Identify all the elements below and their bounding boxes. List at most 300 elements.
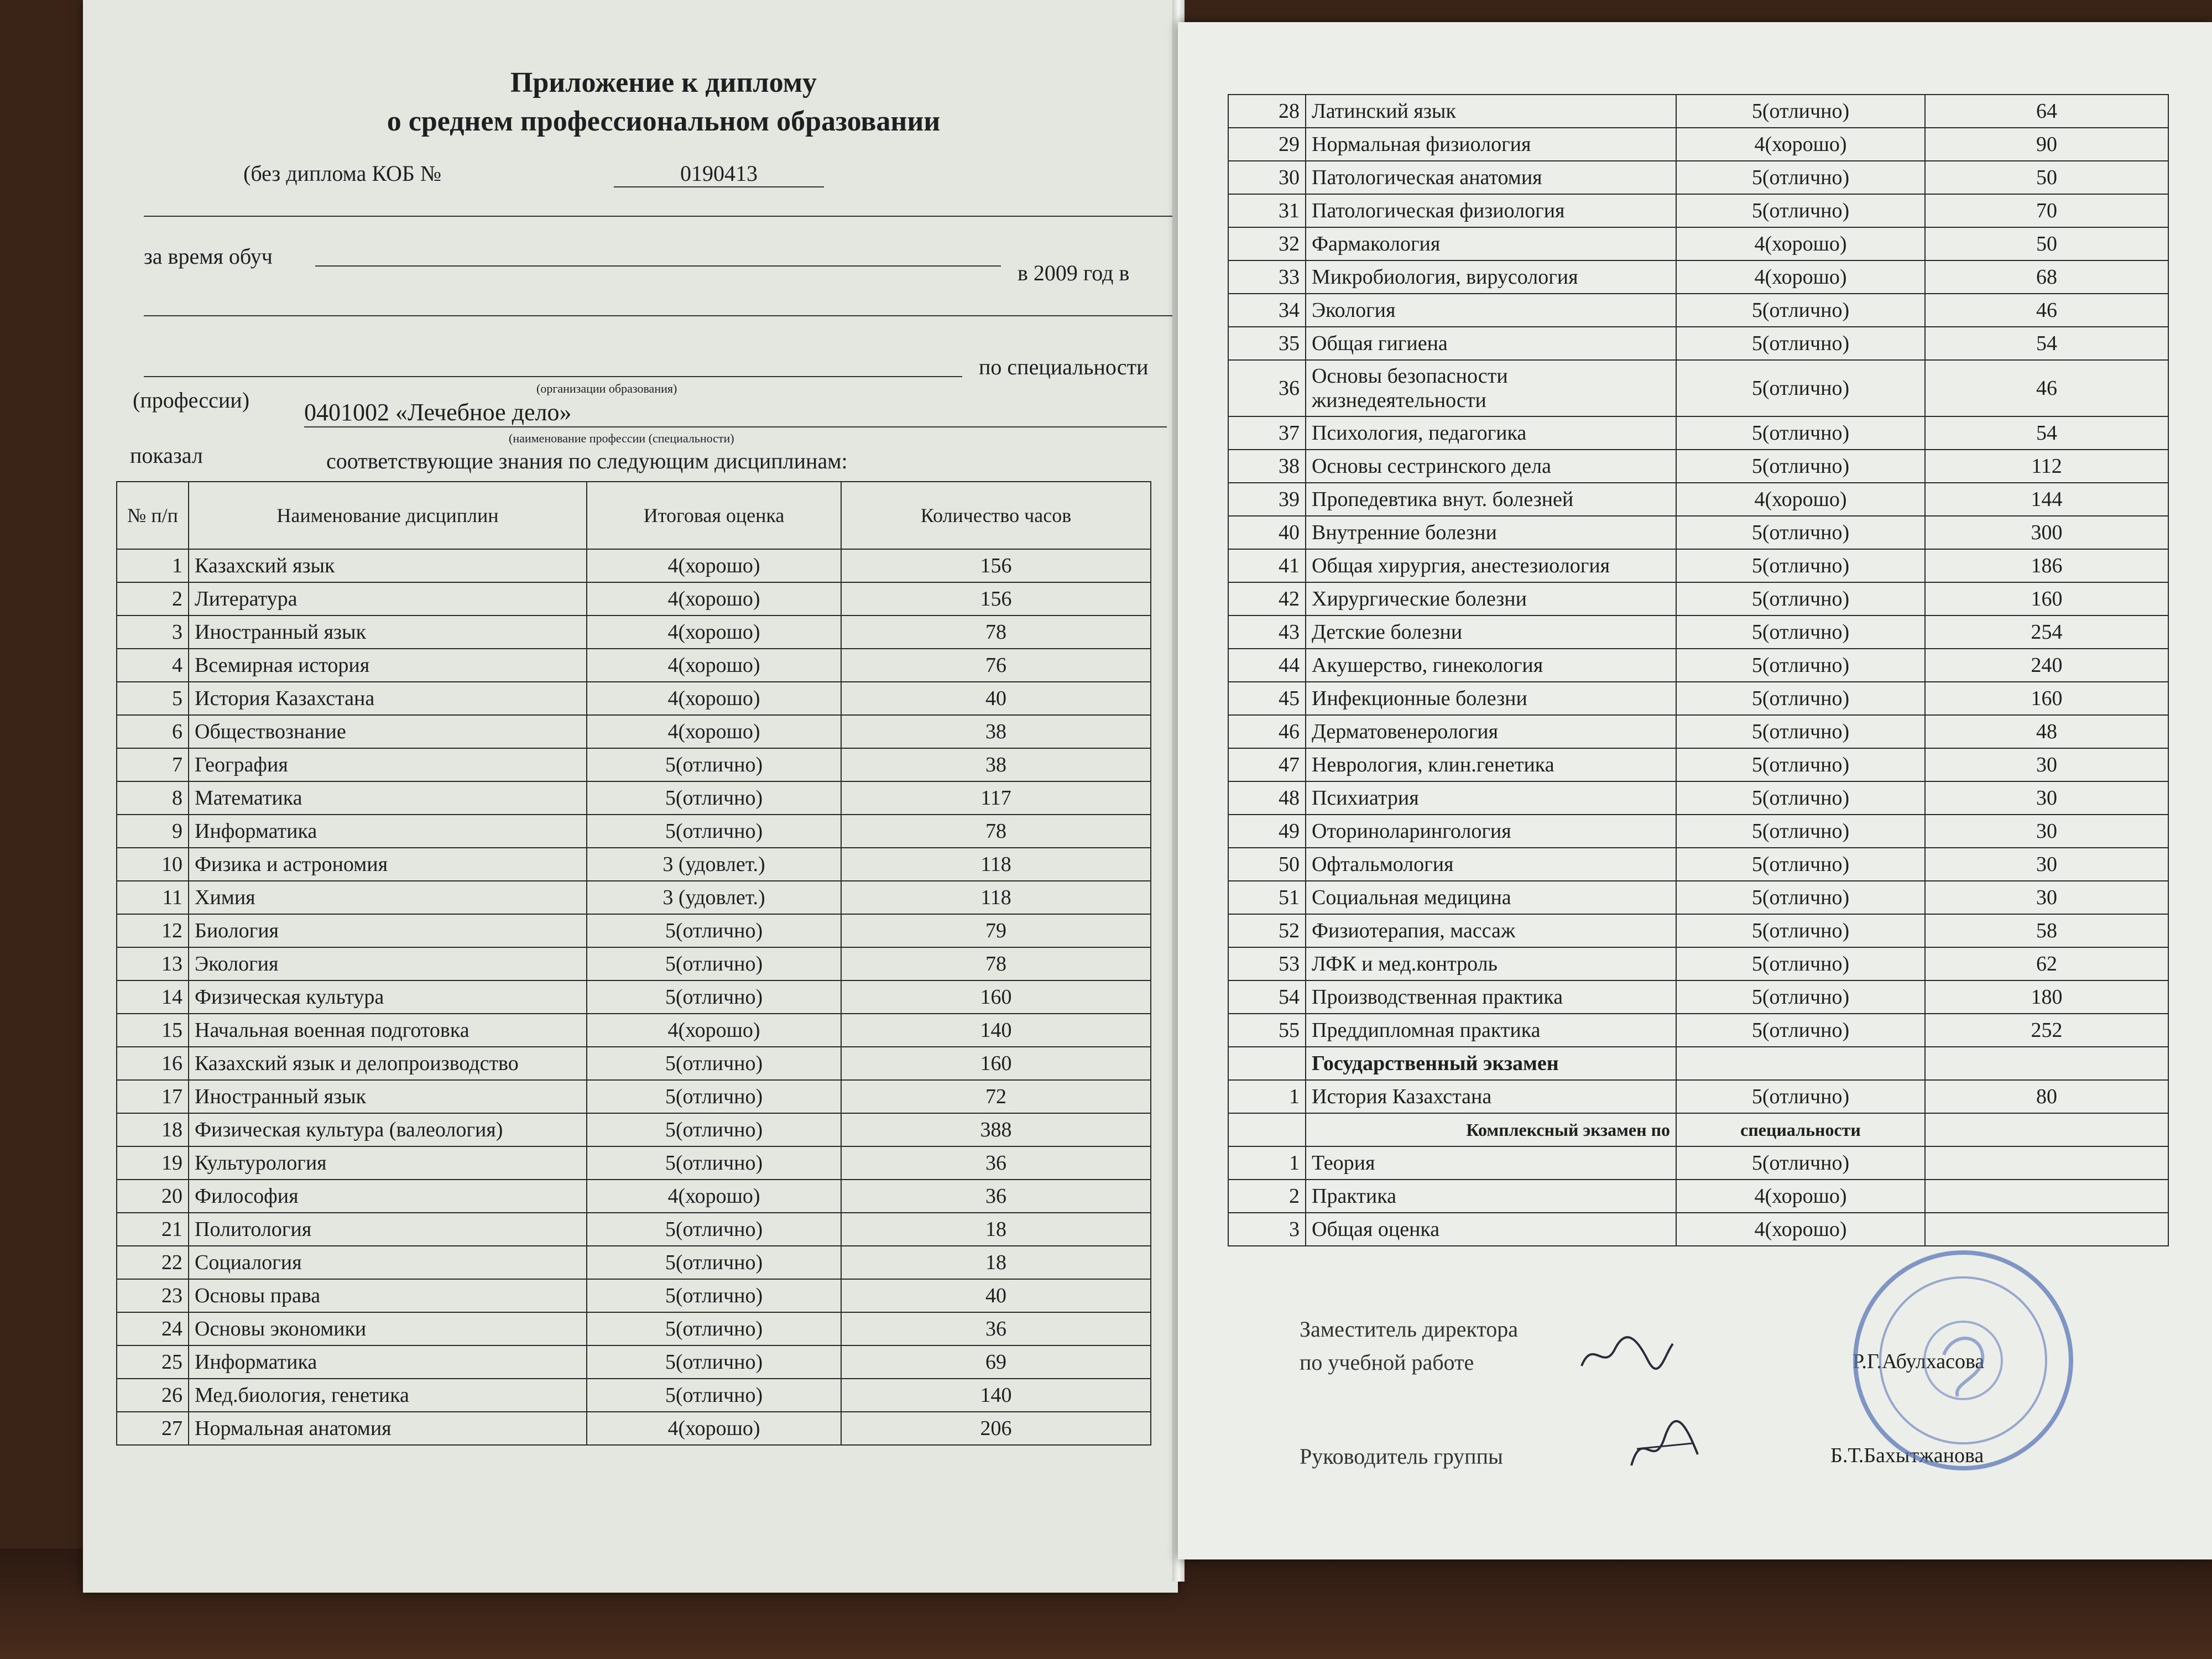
- form-line: [144, 315, 1178, 316]
- left-table-body: [117, 549, 1151, 1445]
- table-row: [117, 815, 1151, 848]
- final-grade: 4(хорошо): [587, 549, 841, 582]
- discipline-name: Физиотерапия, массаж: [1306, 914, 1676, 947]
- hours-count: 40: [841, 682, 1151, 715]
- discipline-name: Патологическая анатомия: [1306, 161, 1676, 194]
- table-row: [1228, 947, 2168, 980]
- final-grade: 5(отлично): [587, 1379, 841, 1412]
- row-number: 30: [1228, 161, 1306, 194]
- table-row: [1228, 881, 2168, 914]
- discipline-name: Преддипломная практика: [1306, 1014, 1676, 1047]
- header-name: Наименование дисциплин: [189, 482, 587, 549]
- row-number: 2: [117, 582, 189, 615]
- table-row: [117, 980, 1151, 1014]
- final-grade: 5(отлично): [1676, 815, 1925, 848]
- row-number: 39: [1228, 483, 1306, 516]
- discipline-name: Неврология, клин.генетика: [1306, 748, 1676, 781]
- discipline-name: Всемирная история: [189, 649, 587, 682]
- row-number: 50: [1228, 848, 1306, 881]
- hours-count: 36: [841, 1146, 1151, 1180]
- final-grade: 5(отлично): [1676, 1146, 1925, 1180]
- discipline-name: Иностранный язык: [189, 1080, 587, 1113]
- final-grade: 4(хорошо): [1676, 227, 1925, 260]
- table-row: [1228, 1146, 2168, 1180]
- hours-count: 69: [841, 1345, 1151, 1379]
- hours-count: 112: [1925, 450, 2168, 483]
- row-number: 34: [1228, 294, 1306, 327]
- row-number: 32: [1228, 227, 1306, 260]
- discipline-name: Основы сестринского дела: [1306, 450, 1676, 483]
- hours-count: 140: [841, 1379, 1151, 1412]
- discipline-name: Теория: [1306, 1146, 1676, 1180]
- hours-count: [1925, 1180, 2168, 1213]
- row-number: 38: [1228, 450, 1306, 483]
- discipline-name: Казахский язык: [189, 549, 587, 582]
- row-number: 43: [1228, 615, 1306, 649]
- final-grade: 5(отлично): [587, 815, 841, 848]
- discipline-name: Инфекционные болезни: [1306, 682, 1676, 715]
- hours-count: [1925, 1146, 2168, 1180]
- row-number: 36: [1228, 360, 1306, 416]
- discipline-name: Психиатрия: [1306, 781, 1676, 815]
- row-number: 12: [117, 914, 189, 947]
- final-grade: 5(отлично): [1676, 194, 1925, 227]
- row-number: 22: [117, 1246, 189, 1279]
- table-row: [1228, 516, 2168, 549]
- hours-count: 38: [841, 715, 1151, 748]
- table-row: [117, 1014, 1151, 1047]
- discipline-name: Микробиология, вирусология: [1306, 260, 1676, 294]
- official-stamp-icon: [1847, 1244, 2079, 1477]
- hours-count: 62: [1925, 947, 2168, 980]
- table-row: [1228, 128, 2168, 161]
- table-row: [117, 947, 1151, 980]
- hours-count: 300: [1925, 516, 2168, 549]
- state-exam-heading-row: [1228, 1047, 2168, 1080]
- hours-count: 160: [841, 1047, 1151, 1080]
- disciplines-table-left: [116, 481, 1151, 1446]
- hours-count: 186: [1925, 549, 2168, 582]
- hours-count: 254: [1925, 615, 2168, 649]
- hours-count: 90: [1925, 128, 2168, 161]
- discipline-name: Литература: [189, 582, 587, 615]
- group-head-signature-icon: [1620, 1416, 1709, 1477]
- hours-count: 46: [1925, 360, 2168, 416]
- discipline-name: Политология: [189, 1213, 587, 1246]
- final-grade: 5(отлично): [587, 1047, 841, 1080]
- row-number: 29: [1228, 128, 1306, 161]
- empty-cell: [1228, 1047, 1306, 1080]
- final-grade: 5(отлично): [587, 1279, 841, 1312]
- table-row: [1228, 483, 2168, 516]
- discipline-name: Внутренние болезни: [1306, 516, 1676, 549]
- hours-count: 18: [841, 1213, 1151, 1246]
- empty-cell: [1925, 1113, 2168, 1146]
- row-number: 18: [117, 1113, 189, 1146]
- discipline-name: Обществознание: [189, 715, 587, 748]
- table-row: [1228, 360, 2168, 416]
- table-row: [117, 1080, 1151, 1113]
- hours-count: 156: [841, 549, 1151, 582]
- complex-exam-heading-left: Комплексный экзамен по: [1306, 1113, 1676, 1146]
- hours-count: 206: [841, 1412, 1151, 1445]
- hours-count: 18: [841, 1246, 1151, 1279]
- row-number: 49: [1228, 815, 1306, 848]
- final-grade: 5(отлично): [587, 1213, 841, 1246]
- discipline-name: Социалогия: [189, 1246, 587, 1279]
- empty-cell: [1925, 1047, 2168, 1080]
- table-row: [117, 1047, 1151, 1080]
- discipline-name: Основы экономики: [189, 1312, 587, 1345]
- hours-count: 118: [841, 848, 1151, 881]
- diploma-prefix: (без диплома КОБ №: [243, 161, 442, 186]
- row-number: 35: [1228, 327, 1306, 360]
- form-line: [144, 216, 1178, 217]
- discipline-name: Нормальная анатомия: [189, 1412, 587, 1445]
- row-number: 33: [1228, 260, 1306, 294]
- row-number: 1: [1228, 1146, 1306, 1180]
- hours-count: 50: [1925, 161, 2168, 194]
- discipline-name: История Казахстана: [189, 682, 587, 715]
- specialty-note: (наименование профессии (специальности): [509, 431, 734, 445]
- row-number: 51: [1228, 881, 1306, 914]
- hours-count: 140: [841, 1014, 1151, 1047]
- final-grade: 5(отлично): [587, 1146, 841, 1180]
- final-grade: 5(отлично): [587, 1345, 841, 1379]
- hours-count: 30: [1925, 748, 2168, 781]
- final-grade: 5(отлично): [587, 947, 841, 980]
- discipline-name: История Казахстана: [1306, 1080, 1676, 1113]
- discipline-name: Общая хирургия, анестезиология: [1306, 549, 1676, 582]
- final-grade: 5(отлично): [587, 1312, 841, 1345]
- by-specialty-label: по специальности: [979, 354, 1149, 379]
- final-grade: 5(отлично): [1676, 980, 1925, 1014]
- discipline-name: Нормальная физиология: [1306, 128, 1676, 161]
- org-note: (организации образования): [536, 382, 677, 395]
- table-row: [117, 1113, 1151, 1146]
- table-row: [1228, 95, 2168, 128]
- profession-label: (профессии): [133, 388, 250, 413]
- discipline-name: Латинский язык: [1306, 95, 1676, 128]
- table-row: [1228, 1014, 2168, 1047]
- header-hours: Количество часов: [841, 482, 1151, 549]
- table-row: [117, 914, 1151, 947]
- final-grade: 3 (удовлет.): [587, 848, 841, 881]
- discipline-name: Мед.биология, генетика: [189, 1379, 587, 1412]
- study-period-label: за время обуч: [144, 244, 273, 269]
- complex-exam-heading-right: специальности: [1676, 1113, 1925, 1146]
- hours-count: 58: [1925, 914, 2168, 947]
- showed-text: соответствующие знания по следующим дисциплинам:: [326, 448, 848, 473]
- row-number: 46: [1228, 715, 1306, 748]
- row-number: 6: [117, 715, 189, 748]
- hours-count: 64: [1925, 95, 2168, 128]
- empty-cell: [1228, 1113, 1306, 1146]
- discipline-name: Физическая культура (валеология): [189, 1113, 587, 1146]
- row-number: 3: [117, 615, 189, 649]
- row-number: 25: [117, 1345, 189, 1379]
- discipline-name: Акушерство, гинекология: [1306, 649, 1676, 682]
- table-row: [117, 1345, 1151, 1379]
- final-grade: 5(отлично): [1676, 848, 1925, 881]
- row-number: 47: [1228, 748, 1306, 781]
- table-row: [117, 1213, 1151, 1246]
- row-number: 10: [117, 848, 189, 881]
- table-row: [1228, 227, 2168, 260]
- hours-count: 118: [841, 881, 1151, 914]
- final-grade: 5(отлично): [1676, 748, 1925, 781]
- row-number: 8: [117, 781, 189, 815]
- table-row: [1228, 781, 2168, 815]
- final-grade: 4(хорошо): [587, 1412, 841, 1445]
- final-grade: 5(отлично): [1676, 416, 1925, 450]
- discipline-name: Психология, педагогика: [1306, 416, 1676, 450]
- deputy-name: Р.Г.Абулхасова: [1853, 1350, 1985, 1373]
- discipline-name: Общая гигиена: [1306, 327, 1676, 360]
- hours-count: 180: [1925, 980, 2168, 1014]
- discipline-name: ЛФК и мед.контроль: [1306, 947, 1676, 980]
- discipline-name: Офтальмология: [1306, 848, 1676, 881]
- table-row: [117, 848, 1151, 881]
- discipline-name: Информатика: [189, 815, 587, 848]
- table-row: [1228, 848, 2168, 881]
- discipline-name: Пропедевтика внут. болезней: [1306, 483, 1676, 516]
- final-grade: 5(отлично): [1676, 294, 1925, 327]
- row-number: 5: [117, 682, 189, 715]
- discipline-name: Практика: [1306, 1180, 1676, 1213]
- discipline-name: География: [189, 748, 587, 781]
- final-grade: 4(хорошо): [1676, 1213, 1925, 1246]
- final-grade: 5(отлично): [1676, 649, 1925, 682]
- table-row: [117, 615, 1151, 649]
- table-row: [1228, 1180, 2168, 1213]
- document-title-line1: Приложение к диплому: [510, 67, 817, 98]
- discipline-name: Физическая культура: [189, 980, 587, 1014]
- row-number: 45: [1228, 682, 1306, 715]
- discipline-name: Дерматовенерология: [1306, 715, 1676, 748]
- final-grade: 5(отлично): [1676, 781, 1925, 815]
- row-number: 15: [117, 1014, 189, 1047]
- specialty-value: 0401002 «Лечебное дело»: [304, 398, 1167, 427]
- final-grade: 5(отлично): [1676, 615, 1925, 649]
- header-grade: Итоговая оценка: [587, 482, 841, 549]
- hours-count: 30: [1925, 881, 2168, 914]
- table-row: [1228, 161, 2168, 194]
- row-number: 44: [1228, 649, 1306, 682]
- hours-count: 36: [841, 1312, 1151, 1345]
- header-num: № п/п: [117, 482, 189, 549]
- hours-count: 48: [1925, 715, 2168, 748]
- row-number: 3: [1228, 1213, 1306, 1246]
- deputy-title-line2: по учебной работе: [1300, 1350, 1474, 1375]
- hours-count: 78: [841, 815, 1151, 848]
- final-grade: 5(отлично): [1676, 682, 1925, 715]
- discipline-name: Биология: [189, 914, 587, 947]
- table-row: [1228, 914, 2168, 947]
- hours-count: 38: [841, 748, 1151, 781]
- table-row: [1228, 615, 2168, 649]
- final-grade: 5(отлично): [1676, 1080, 1925, 1113]
- final-grade: 5(отлично): [587, 1246, 841, 1279]
- row-number: 55: [1228, 1014, 1306, 1047]
- hours-count: 78: [841, 615, 1151, 649]
- table-row: [1228, 980, 2168, 1014]
- final-grade: 5(отлично): [1676, 947, 1925, 980]
- table-row: [1228, 682, 2168, 715]
- final-grade: 3 (удовлет.): [587, 881, 841, 914]
- hours-count: 156: [841, 582, 1151, 615]
- document-title-line2: о среднем профессиональном образовании: [387, 106, 941, 137]
- discipline-name: Оториноларингология: [1306, 815, 1676, 848]
- discipline-name: Социальная медицина: [1306, 881, 1676, 914]
- group-head-title: Руководитель группы: [1300, 1444, 1503, 1469]
- discipline-name: Детские болезни: [1306, 615, 1676, 649]
- hours-count: 70: [1925, 194, 2168, 227]
- discipline-name: Основы безопасности жизнедеятельности: [1306, 360, 1676, 416]
- final-grade: 5(отлично): [1676, 95, 1925, 128]
- discipline-name: Культурология: [189, 1146, 587, 1180]
- hours-count: 30: [1925, 781, 2168, 815]
- discipline-name: Хирургические болезни: [1306, 582, 1676, 615]
- final-grade: 4(хорошо): [1676, 260, 1925, 294]
- table-row: [1228, 582, 2168, 615]
- final-grade: 5(отлично): [1676, 360, 1925, 416]
- hours-count: 78: [841, 947, 1151, 980]
- row-number: 13: [117, 947, 189, 980]
- final-grade: 5(отлично): [587, 914, 841, 947]
- final-grade: 5(отлично): [1676, 549, 1925, 582]
- deputy-signature-icon: [1576, 1333, 1676, 1377]
- hours-count: 72: [841, 1080, 1151, 1113]
- table-row: [117, 881, 1151, 914]
- hours-count: 252: [1925, 1014, 2168, 1047]
- discipline-name: Патологическая физиология: [1306, 194, 1676, 227]
- row-number: 1: [1228, 1080, 1306, 1113]
- table-row: [1228, 549, 2168, 582]
- hours-count: 30: [1925, 848, 2168, 881]
- table-row: [117, 781, 1151, 815]
- final-grade: 4(хорошо): [1676, 1180, 1925, 1213]
- final-grade: 4(хорошо): [1676, 483, 1925, 516]
- table-row: [117, 1180, 1151, 1213]
- discipline-name: Информатика: [189, 1345, 587, 1379]
- final-grade: 4(хорошо): [587, 615, 841, 649]
- final-grade: 5(отлично): [1676, 715, 1925, 748]
- row-number: 17: [117, 1080, 189, 1113]
- table-row: [117, 649, 1151, 682]
- table-row: [117, 1379, 1151, 1412]
- hours-count: 240: [1925, 649, 2168, 682]
- row-number: 7: [117, 748, 189, 781]
- row-number: 11: [117, 881, 189, 914]
- empty-cell: [1676, 1047, 1925, 1080]
- row-number: 48: [1228, 781, 1306, 815]
- hours-count: 36: [841, 1180, 1151, 1213]
- table-row: [1228, 1213, 2168, 1246]
- final-grade: 5(отлично): [587, 1113, 841, 1146]
- table-row: [1228, 1080, 2168, 1113]
- discipline-name: Экология: [189, 947, 587, 980]
- final-grade: 5(отлично): [1676, 914, 1925, 947]
- final-grade: 4(хорошо): [587, 682, 841, 715]
- hours-count: 30: [1925, 815, 2168, 848]
- hours-count: 160: [1925, 682, 2168, 715]
- final-grade: 5(отлично): [1676, 516, 1925, 549]
- final-grade: 5(отлично): [587, 980, 841, 1014]
- hours-count: 388: [841, 1113, 1151, 1146]
- row-number: 52: [1228, 914, 1306, 947]
- table-row: [117, 549, 1151, 582]
- table-row: [117, 1246, 1151, 1279]
- hours-count: 68: [1925, 260, 2168, 294]
- row-number: 26: [117, 1379, 189, 1412]
- showed-label: показал: [130, 443, 203, 468]
- final-grade: 5(отлично): [1676, 327, 1925, 360]
- final-grade: 5(отлично): [587, 781, 841, 815]
- discipline-name: Экология: [1306, 294, 1676, 327]
- row-number: 23: [117, 1279, 189, 1312]
- hours-count: 117: [841, 781, 1151, 815]
- hours-count: 76: [841, 649, 1151, 682]
- final-grade: 5(отлично): [1676, 161, 1925, 194]
- row-number: 9: [117, 815, 189, 848]
- table-row: [1228, 327, 2168, 360]
- table-row: [1228, 815, 2168, 848]
- table-row: [1228, 450, 2168, 483]
- row-number: 4: [117, 649, 189, 682]
- table-row: [117, 715, 1151, 748]
- discipline-name: Философия: [189, 1180, 587, 1213]
- hours-count: [1925, 1213, 2168, 1246]
- final-grade: 5(отлично): [1676, 1014, 1925, 1047]
- complex-exam-heading-row: [1228, 1113, 2168, 1146]
- row-number: 14: [117, 980, 189, 1014]
- hours-count: 40: [841, 1279, 1151, 1312]
- discipline-name: Общая оценка: [1306, 1213, 1676, 1246]
- hours-count: 80: [1925, 1080, 2168, 1113]
- hours-count: 50: [1925, 227, 2168, 260]
- row-number: 19: [117, 1146, 189, 1180]
- table-row: [1228, 194, 2168, 227]
- hours-count: 46: [1925, 294, 2168, 327]
- final-grade: 5(отлично): [587, 748, 841, 781]
- row-number: 20: [117, 1180, 189, 1213]
- left-page: [83, 0, 1178, 1593]
- final-grade: 4(хорошо): [587, 1180, 841, 1213]
- discipline-name: Математика: [189, 781, 587, 815]
- final-grade: 5(отлично): [1676, 881, 1925, 914]
- table-row: [117, 1279, 1151, 1312]
- row-number: 31: [1228, 194, 1306, 227]
- deputy-title-line1: Заместитель директора: [1300, 1317, 1519, 1342]
- row-number: 37: [1228, 416, 1306, 450]
- table-row: [1228, 260, 2168, 294]
- table-row: [1228, 649, 2168, 682]
- disciplines-table-right: [1228, 94, 2169, 1246]
- year-text: в 2009 год в: [1018, 260, 1130, 285]
- table-row: [1228, 715, 2168, 748]
- form-line: [144, 376, 962, 377]
- discipline-name: Основы права: [189, 1279, 587, 1312]
- group-head-name: Б.Т.Бахытжанова: [1830, 1444, 1984, 1467]
- table-row: [1228, 748, 2168, 781]
- hours-count: 160: [841, 980, 1151, 1014]
- row-number: 40: [1228, 516, 1306, 549]
- row-number: 54: [1228, 980, 1306, 1014]
- final-grade: 5(отлично): [1676, 582, 1925, 615]
- row-number: 16: [117, 1047, 189, 1080]
- table-row: [1228, 294, 2168, 327]
